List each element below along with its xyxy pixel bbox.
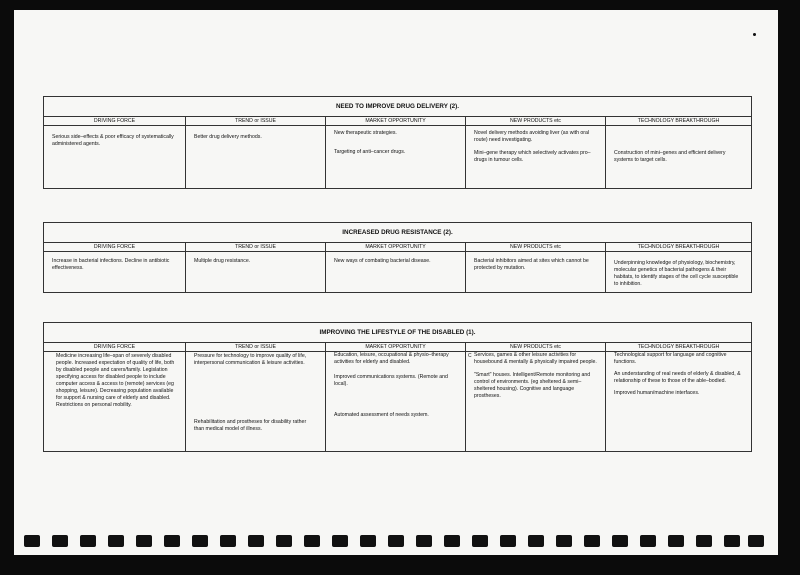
table-header [44,117,751,126]
cell-products: C Services, games & other leisure activities for housebound & mentally & physically impaired people. "Smart" houses. Intelligent/Remote monitoring and control of environments. (eg sheltered & semi–sheltered housing). Cognitive and language prostheses. [466,352,606,451]
binding-hole [80,535,96,547]
table-title: NEED TO IMPROVE DRUG DELIVERY (2). [44,97,751,117]
header-driving-force: DRIVING FORCE [44,117,186,125]
cell-trend: Better drug delivery methods. [186,126,326,188]
header-trend: TREND or ISSUE [186,343,326,351]
header-trend: TREND or ISSUE [186,117,326,125]
binding-hole [444,535,460,547]
binding-hole [416,535,432,547]
header-products: NEW PRODUCTS etc [466,243,606,251]
header-products: NEW PRODUCTS etc [466,117,606,125]
cell-market: New therapeutic strategies. Targeting of anti–cancer drugs. [326,126,466,188]
table-row [44,252,751,292]
cell-driving-force: Increase in bacterial infections. Decline in antibiotic effectiveness. [44,252,186,292]
header-technology: TECHNOLOGY BREAKTHROUGH [637,244,720,250]
cell-driving-force: Medicine increasing life–span of severely disabled people. Increased expectation of quality of life, both by disabled people and carers/family. Legislation specifying access for disabled people to include computer access & access to (remote) services (eg shopping, leisure). Decreasing population available for support & nursing care of elderly and disabled. Restrictions on personal mobility. [44,352,186,451]
header-market: MARKET OPPORTUNITY [326,117,466,125]
cell-trend: Pressure for technology to improve quality of life, interpersonal communication & leisure activities. Rehabilitation and prostheses for disability rather than medical model of illness. [186,352,326,451]
table-title: INCREASED DRUG RESISTANCE (2). [44,223,751,243]
binding-hole [276,535,292,547]
binding-holes [24,535,764,549]
cell-products: Novel delivery methods avoiding liver (as with oral route) need investigating. Mini–gene therapy which selectively activates pro–drugs in tumour cells. [466,126,606,188]
page-speck [753,33,756,36]
header-products: NEW PRODUCTS etc [466,343,606,351]
cell-market: Education, leisure, occupational & physio–therapy activities for elderly and disabled. Improved communications systems. (Remote and local). Automated assessment of needs system. [326,352,466,451]
binding-hole [108,535,124,547]
disabled-lifestyle-table [43,322,752,452]
binding-hole [24,535,40,547]
binding-hole [248,535,264,547]
cell-trend: Multiple drug resistance. [186,252,326,292]
cell-technology: Underpinning knowledge of physiology, biochemistry, molecular genetics of bacterial pathogens & their habitats, to identify stages of the cell cycle susceptible to inhibition. [614,260,739,287]
binding-hole [388,535,404,547]
table-row [44,126,751,188]
binding-hole [472,535,488,547]
header-technology: TECHNOLOGY BREAKTHROUGH [637,118,720,124]
table-row [44,352,751,451]
cell-driving-force: Serious side–effects & poor efficacy of systematically administered agents. [44,126,186,188]
table-header [44,343,751,352]
binding-hole [164,535,180,547]
drug-delivery-table [43,96,752,189]
header-trend: TREND or ISSUE [186,243,326,251]
binding-hole [360,535,376,547]
header-market: MARKET OPPORTUNITY [326,343,466,351]
binding-hole [612,535,628,547]
binding-hole [556,535,572,547]
binding-hole [304,535,320,547]
binding-hole [584,535,600,547]
header-driving-force: DRIVING FORCE [44,343,186,351]
binding-hole [696,535,712,547]
drug-resistance-table [43,222,752,293]
binding-hole [136,535,152,547]
cell-market: New ways of combating bacterial disease. [326,252,466,292]
margin-mark: C [468,353,472,359]
table-header [44,243,751,252]
header-technology: TECHNOLOGY BREAKTHROUGH [637,344,720,350]
binding-hole [724,535,740,547]
cell-products: Bacterial inhibitors aimed at sites which cannot be protected by mutation. [466,252,606,292]
binding-hole [748,535,764,547]
header-market: MARKET OPPORTUNITY [326,243,466,251]
binding-hole [192,535,208,547]
binding-hole [668,535,684,547]
table-title: IMPROVING THE LIFESTYLE OF THE DISABLED (1). [44,323,751,343]
cell-technology: Construction of mini–genes and efficient delivery systems to target cells. [614,150,726,163]
header-driving-force: DRIVING FORCE [44,243,186,251]
binding-hole [52,535,68,547]
binding-hole [332,535,348,547]
cell-technology: Technological support for language and cognitive functions. An understanding of real needs of elderly & disabled, & relationship of these to those of the able–bodied. Improved human/machine interfaces. [614,352,741,396]
binding-hole [220,535,236,547]
binding-hole [500,535,516,547]
binding-hole [528,535,544,547]
binding-hole [640,535,656,547]
